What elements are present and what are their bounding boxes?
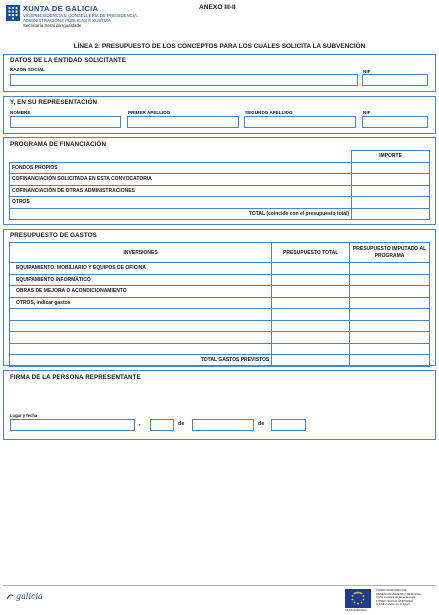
expenses-row-label[interactable] <box>10 320 272 332</box>
footer-divider <box>3 585 436 586</box>
financing-title: PROGRAMA DE FINANCIACIÓN <box>10 141 107 148</box>
org-name: XUNTA DE GALICIA <box>23 4 99 13</box>
expenses-row-total[interactable] <box>272 297 350 309</box>
financing-total-row <box>10 208 430 220</box>
expenses-total-row <box>10 355 430 367</box>
expenses-row-imputado[interactable] <box>350 263 430 275</box>
fse-text-block <box>376 589 421 607</box>
dept-line-2: ADMINISTRACIÓNS PÚBLICAS E XUSTIZA <box>23 18 111 23</box>
expenses-row <box>10 263 430 275</box>
financing-table <box>9 150 430 220</box>
representative-title: Y, EN SU REPRESENTACIÓN <box>10 99 98 106</box>
expenses-row <box>10 286 430 298</box>
apellido2-label: SEGUNDO APELLIDO <box>245 110 293 115</box>
representative-nif-input[interactable] <box>362 116 428 128</box>
galicia-logo-text: galicia <box>16 592 43 601</box>
apellido2-input[interactable] <box>244 116 356 128</box>
representative-nif-label: NIF <box>363 110 371 115</box>
place-date-label: Lugar y fecha <box>10 413 38 418</box>
expenses-header-row <box>10 243 430 263</box>
annex-label: ANEXO III-II <box>199 4 236 11</box>
applicant-nif-label: NIF <box>363 69 371 74</box>
year-input[interactable] <box>271 419 306 431</box>
expenses-row-label[interactable] <box>10 332 272 344</box>
expenses-row-imputado[interactable] <box>350 343 430 355</box>
financing-row <box>10 185 430 197</box>
financing-row <box>10 174 430 186</box>
financing-row-label: COFINANCIACIÓN DE OTRAS ADMINISTRACIONES <box>10 185 352 197</box>
presupuesto-total-header: PRESUPUESTO TOTAL <box>272 243 350 263</box>
place-input[interactable] <box>10 419 135 431</box>
expenses-title: PRESUPUESTO DE GASTOS <box>10 232 97 239</box>
expenses-row-total[interactable] <box>272 343 350 355</box>
financing-row-amount[interactable] <box>352 174 430 186</box>
expenses-row-label: EQUIPAMIENTO, MOBILIARIO Y EQUIPOS DE OFICINA <box>10 263 272 275</box>
fse-line-4: FONDO SOCIAL EUROPEO <box>376 598 413 603</box>
importe-header: IMPORTE <box>352 151 430 163</box>
financing-row-amount[interactable] <box>352 162 430 174</box>
dept-line-1: VICEPRESIDENCIA E CONSELLERÍA DE PRESIDENCIA, <box>23 13 139 18</box>
expenses-row-label: EQUIPAMIENTO INFORMÁTICO <box>10 274 272 286</box>
eu-flag-icon <box>345 589 371 608</box>
galicia-logo <box>6 592 43 601</box>
separator-de-1: de <box>178 421 185 427</box>
financing-row-label: COFINANCIACIÓN SOLICITADA EN ESTA CONVOCATORIA <box>10 174 352 186</box>
financing-total-label: TOTAL (coincide con el presupuesto total) <box>10 208 352 220</box>
applicant-nif-input[interactable] <box>362 74 428 86</box>
expenses-row-total[interactable] <box>272 274 350 286</box>
expenses-row <box>10 274 430 286</box>
separator-comma: , <box>139 421 141 427</box>
eu-caption: UNIÓN EUROPEA <box>345 609 367 612</box>
expenses-row-label[interactable] <box>10 309 272 321</box>
expenses-row-imputado[interactable] <box>350 320 430 332</box>
financing-row-amount[interactable] <box>352 197 430 209</box>
day-input[interactable] <box>150 419 174 431</box>
galicia-mark-icon <box>6 593 14 601</box>
expenses-total-amount[interactable] <box>272 355 350 367</box>
financing-row-label: OTROS <box>10 197 352 209</box>
xunta-logo <box>6 5 20 21</box>
expenses-row-imputado[interactable] <box>350 274 430 286</box>
apellido1-input[interactable] <box>127 116 239 128</box>
fse-line-1: FONDO EUROPEO DE <box>376 588 407 592</box>
dept-line-3: Secretaría Xeral da Igualdade <box>23 23 82 28</box>
financing-row-label: FONDOS PROPIOS <box>10 162 352 174</box>
presupuesto-imputado-header: PRESUPUESTO IMPUTADO AL PROGRAMA <box>350 243 430 263</box>
financing-header-row <box>10 151 430 163</box>
expenses-row-label: OBRAS DE MEJORA O ACONDICIONAMIENTO <box>10 286 272 298</box>
expenses-row-imputado[interactable] <box>350 286 430 298</box>
expenses-row <box>10 332 430 344</box>
expenses-row <box>10 309 430 321</box>
financing-total-amount[interactable] <box>352 208 430 220</box>
separator-de-2: de <box>258 421 265 427</box>
month-input[interactable] <box>192 419 254 431</box>
eu-flag <box>345 589 371 608</box>
razon-social-label: RAZÓN SOCIAL <box>10 67 45 72</box>
nombre-input[interactable] <box>10 116 121 128</box>
expenses-total-imputado[interactable] <box>350 355 430 367</box>
expenses-row-imputado[interactable] <box>350 297 430 309</box>
expenses-row-total[interactable] <box>272 263 350 275</box>
expenses-total-label: TOTAL GASTOS PREVISTOS <box>10 355 272 367</box>
expenses-table <box>9 242 430 367</box>
fse-line-5: O FSE invierte en tu futuro <box>376 602 411 607</box>
expenses-row-label[interactable] <box>10 343 272 355</box>
financing-row <box>10 162 430 174</box>
expenses-row <box>10 320 430 332</box>
expenses-row-total[interactable] <box>272 320 350 332</box>
financing-row-amount[interactable] <box>352 185 430 197</box>
signature-title: FIRMA DE LA PERSONA REPRESENTANTE <box>10 374 141 381</box>
expenses-row <box>10 343 430 355</box>
expenses-row <box>10 297 430 309</box>
apellido1-label: PRIMER APELLIDO <box>128 110 171 115</box>
expenses-row-imputado[interactable] <box>350 332 430 344</box>
financing-row <box>10 197 430 209</box>
razon-social-input[interactable] <box>10 74 358 86</box>
fse-line-3: Unha maneira de facer Europa <box>376 595 416 600</box>
main-title: LÍNEA 2: PRESUPUESTO DE LOS CONCEPTOS PARA LOS CUALES SOLICITA LA SUBVENCIÓN <box>73 43 366 50</box>
inversiones-header: INVERSIONES <box>10 243 272 263</box>
nombre-label: NOMBRE <box>10 110 31 115</box>
fse-line-2: DESENVOLVEMENTO REXIONAL <box>376 591 422 596</box>
xunta-shield-icon <box>6 5 20 21</box>
expenses-row-total[interactable] <box>272 286 350 298</box>
expenses-row-label: OTROS, indicar gastos <box>10 297 272 309</box>
expenses-row-imputado[interactable] <box>350 309 430 321</box>
applicant-title: DATOS DE LA ENTIDAD SOLICITANTE <box>10 57 126 64</box>
expenses-row-total[interactable] <box>272 332 350 344</box>
expenses-row-total[interactable] <box>272 309 350 321</box>
